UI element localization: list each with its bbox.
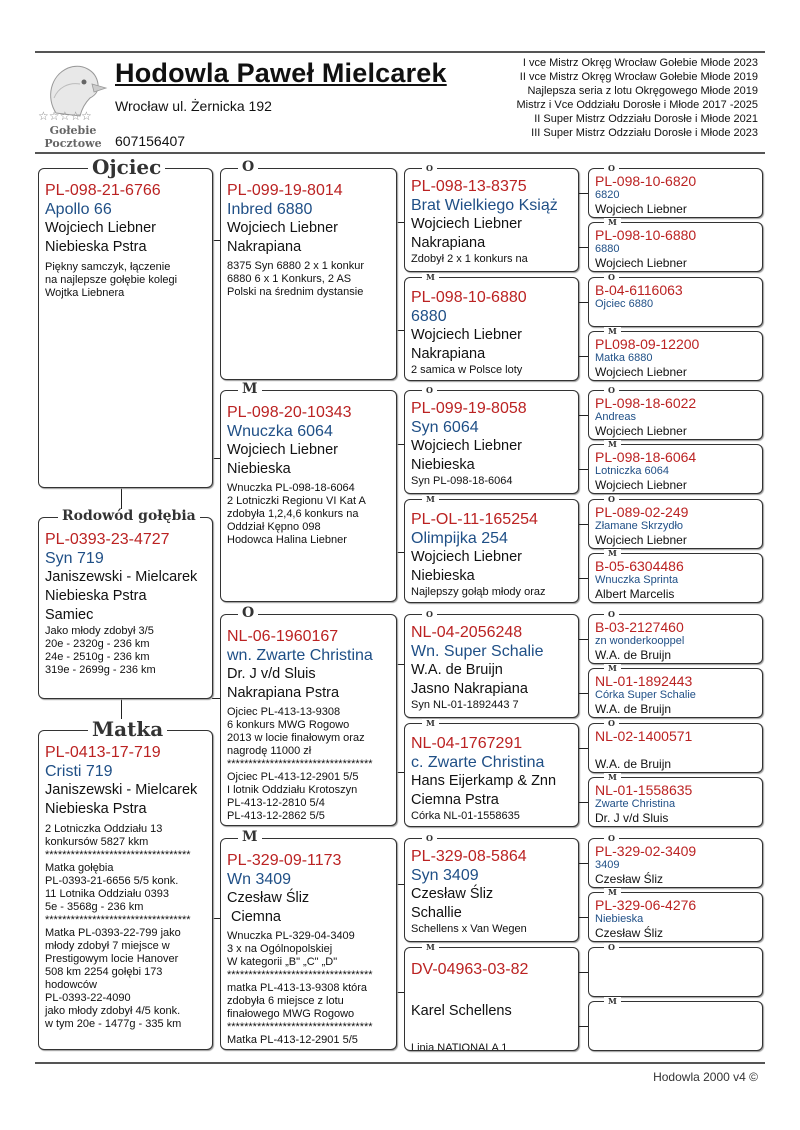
ring-number: PL-098-13-8375 <box>411 178 527 195</box>
sex-label: M <box>422 495 439 503</box>
pigeon-name: Córka Super Schalie <box>595 689 696 701</box>
breeder-name: W.A. de Bruijn <box>595 702 672 716</box>
pigeon-name: Syn 3409 <box>411 867 479 884</box>
pigeon-name: Niebieska <box>595 913 644 925</box>
pigeon-name <box>595 1006 758 1019</box>
ancestor-card[interactable] <box>588 277 763 327</box>
great-grandparent-card[interactable] <box>404 390 579 494</box>
pigeon-color: Niebieska <box>227 461 291 477</box>
connector <box>396 884 404 885</box>
ring-number: PL-098-10-6880 <box>411 289 527 306</box>
breeder-name: Wojciech Liebner <box>595 256 687 270</box>
pigeon-notes: Wnuczka PL-098-18-6064 2 Lotniczki Regionu VI Kat A zdobyła 1,2,4,6 konkurs na Oddział Kępno 098 Hodowca Halina Liebner <box>227 482 366 546</box>
pigeon-name: Wnuczka 6064 <box>227 423 333 440</box>
pigeon-name: Wn 3409 <box>227 871 292 888</box>
pigeon-notes: Wnuczka PL-329-04-3409 3 x na Ogólnopolskiej W kategorii „B" „C" „D" ********************************** matka PL-413-13-9308 która zdobyła 6 miejsce z lotu finałowego MWG Rogowo ********************************** Matka PL-413-12-2901 5/5 <box>227 930 373 1046</box>
breeder-name: Wojciech Liebner <box>411 327 522 343</box>
connector <box>579 972 588 973</box>
connector <box>396 772 404 773</box>
pigeon-name: Wnuczka Sprinta <box>595 574 679 586</box>
sex-label: O <box>604 495 619 503</box>
phone: 607156407 <box>115 133 186 149</box>
grandparent-card[interactable] <box>220 838 397 1050</box>
ring-number: PL-099-19-8058 <box>411 400 527 417</box>
connector <box>396 552 404 553</box>
breeder-name: Janiszewski - Mielcarek <box>45 782 198 798</box>
sex-label: O <box>422 834 437 842</box>
ancestor-card[interactable] <box>588 553 763 603</box>
pigeon-notes: 2 Lotniczka Oddziału 13 konkursów 5827 kkm ********************************** Matka gołębia PL-0393-21-6656 5/5 konk. 11 Lotnika Oddziału 0393 5e - 3568g - 236 km ********************************** Matka PL-0393-22-799 jako młody zdobył 7 miejsce w Prestigowym locie Hanover 508 km 2254 gołębi 173 hodowców PL-0393-22-4090 jako młody zdobył 4/5 konk. w tym 20e - 1477g - 335 km <box>45 823 191 1030</box>
sex-label: O <box>238 160 258 174</box>
ring-number: PL-098-21-6766 <box>45 182 161 199</box>
pigeon-name: Apollo 66 <box>45 201 112 218</box>
breeder-title: Hodowla Paweł Mielcarek <box>115 58 447 88</box>
breeder-name: Wojciech Liebner <box>595 533 687 547</box>
breeder-name: Dr. J v/d Sluis <box>595 811 669 825</box>
breeder-name: Wojciech Liebner <box>411 549 522 565</box>
breeder-name: Karel Schellens <box>411 1003 512 1019</box>
subject-label: Rodowód gołębia <box>58 509 200 523</box>
breeder-name: Albert Marcelis <box>595 587 675 601</box>
ancestor-card[interactable] <box>588 168 763 218</box>
pigeon-color: Nakrapiana Pstra <box>227 685 340 701</box>
pigeon-color: Niebieska Pstra <box>45 588 147 604</box>
svg-text:Pocztowe: Pocztowe <box>44 137 102 150</box>
logo <box>36 58 110 150</box>
pigeon-notes: Linia NATIONALA 1 <box>411 1042 508 1051</box>
pigeon-notes: Najlepszy gołąb młody oraz <box>411 586 546 598</box>
breeder-name: Wojciech Liebner <box>595 202 687 216</box>
pigeon-name: Syn 719 <box>45 550 104 567</box>
ancestor-card[interactable] <box>588 1001 763 1051</box>
breeder-name: Czesław Śliz <box>227 890 310 906</box>
sex-label: O <box>604 719 619 727</box>
pigeon-name <box>595 744 758 757</box>
great-grandparent-card[interactable] <box>404 614 579 718</box>
achievements-list <box>516 56 758 140</box>
grandparent-card[interactable] <box>220 614 397 826</box>
pigeon-notes: Schellens x Van Wegen <box>411 923 527 935</box>
sex-label: M <box>604 327 621 335</box>
pigeon-notes: 2 samica w Polsce loty <box>411 364 523 376</box>
sex-label: M <box>604 549 621 557</box>
ancestor-card[interactable] <box>588 838 763 888</box>
connector <box>579 524 588 525</box>
connector <box>579 748 588 749</box>
address: Wrocław ul. Żernicka 192 <box>115 98 272 114</box>
breeder-name: Dr. J v/d Sluis <box>227 666 316 682</box>
pigeon-color: Nakrapiana <box>411 346 486 362</box>
pigeon-color: Nakrapiana <box>227 239 302 255</box>
sex-label: M <box>422 943 439 951</box>
ancestor-card[interactable] <box>588 892 763 942</box>
footer-credit: Hodowla 2000 v4 © <box>653 1070 758 1084</box>
achievement: Mistrz i Vce Oddziału Dorosłe i Młode 2017 -2025 <box>516 99 758 111</box>
great-grandparent-card[interactable] <box>404 168 579 272</box>
ring-number: DV-04963-03-82 <box>411 961 529 978</box>
ancestor-card[interactable] <box>588 777 763 827</box>
father-label: Ojciec <box>88 157 165 177</box>
connector <box>396 222 404 223</box>
great-grandparent-card[interactable] <box>404 838 579 942</box>
breeder-name: Wojciech Liebner <box>411 216 522 232</box>
sex-label: O <box>604 386 619 394</box>
pigeon-sex: Samiec <box>45 607 94 623</box>
ring-number: NL-01-1558635 <box>595 782 693 798</box>
sex-label: O <box>422 386 437 394</box>
connector <box>396 330 404 331</box>
connector <box>579 639 588 640</box>
sex-label: M <box>604 997 621 1005</box>
pigeon-name <box>595 952 758 965</box>
ring-number: PL-098-20-10343 <box>227 404 352 421</box>
ring-number: PL-089-02-249 <box>595 504 689 520</box>
connector <box>579 693 588 694</box>
connector <box>579 247 588 248</box>
grandparent-card[interactable] <box>220 168 397 380</box>
pigeon-color: Niebieska <box>411 568 475 584</box>
ring-number: PL-098-18-6064 <box>595 449 697 465</box>
father-card[interactable] <box>38 168 213 488</box>
pigeon-notes: Syn NL-01-1892443 7 <box>411 699 519 711</box>
ancestor-card[interactable] <box>588 668 763 718</box>
pigeon-name <box>411 980 574 998</box>
ring-number: B-05-6304486 <box>595 558 684 574</box>
great-grandparent-card[interactable] <box>404 277 579 381</box>
ring-number: PL-098-18-6022 <box>595 395 697 411</box>
pigeon-notes: Córka NL-01-1558635 <box>411 810 520 822</box>
breeder-name: Wojciech Liebner <box>227 220 338 236</box>
pigeon-color: Schallie <box>411 905 462 921</box>
breeder-name: Wojciech Liebner <box>45 220 156 236</box>
ring-number: PL098-09-12200 <box>595 336 700 352</box>
sex-label: O <box>604 943 619 951</box>
breeder-name: Janiszewski - Mielcarek <box>45 569 198 585</box>
pigeon-name: Wn. Super Schalie <box>411 643 544 660</box>
great-grandparent-card[interactable] <box>404 947 579 1051</box>
pigeon-name: Cristi 719 <box>45 763 113 780</box>
connector <box>579 356 588 357</box>
connector <box>579 469 588 470</box>
pigeon-name: Ojciec 6880 <box>595 298 654 310</box>
ring-number: B-04-6116063 <box>595 282 683 298</box>
pigeon-name: Złamane Skrzydło <box>595 520 684 532</box>
ring-number: PL-098-10-6880 <box>595 227 697 243</box>
pigeon-head-icon <box>36 58 110 150</box>
pigeon-color: Niebieska Pstra <box>45 239 147 255</box>
pigeon-name: Brat Wielkiego Książ <box>411 197 558 214</box>
sex-label: M <box>604 218 621 226</box>
connector <box>579 415 588 416</box>
ring-number: NL-01-1892443 <box>595 673 693 689</box>
sex-label: O <box>604 834 619 842</box>
pigeon-name: 3409 <box>595 859 620 871</box>
breeder-name: W.A. de Bruijn <box>595 648 672 662</box>
ancestor-card[interactable] <box>588 614 763 664</box>
ring-number: NL-02-1400571 <box>595 728 693 744</box>
pigeon-notes: 8375 Syn 6880 2 x 1 konkur 6880 6 x 1 Konkurs, 2 AS Polski na średnim dystansie <box>227 260 364 298</box>
ancestor-card[interactable] <box>588 444 763 494</box>
sex-label: M <box>422 719 439 727</box>
pigeon-notes: Jako młody zdobył 3/5 20e - 2320g - 236 km 24e - 2510g - 236 km 319e - 2699g - 236 km <box>45 625 156 676</box>
ring-number: PL-0393-23-4727 <box>45 531 170 548</box>
achievement: II vce Mistrz Okręg Wrocław Gołebie Młode 2019 <box>519 71 758 83</box>
subject-card[interactable] <box>38 517 213 699</box>
sex-label: O <box>604 164 619 172</box>
breeder-name: Wojciech Liebner <box>595 365 687 379</box>
breeder-name: Wojciech Liebner <box>595 478 687 492</box>
breeder-name: Wojciech Liebner <box>227 442 338 458</box>
pigeon-name: Olimpijka 254 <box>411 530 508 547</box>
sex-label: M <box>238 382 262 396</box>
ring-number: NL-06-1960167 <box>227 628 339 645</box>
achievement: III Super Mistrz Odzziału Dorosłe i Młode 2023 <box>531 127 758 139</box>
ring-number: PL-099-19-8014 <box>227 182 343 199</box>
pigeon-color: Niebieska Pstra <box>45 801 147 817</box>
pigeon-notes: Syn PL-098-18-6064 <box>411 475 513 487</box>
breeder-name: Czesław Śliz <box>595 872 664 886</box>
ring-number: PL-098-10-6820 <box>595 173 697 189</box>
ring-number: PL-329-02-3409 <box>595 843 697 859</box>
breeder-name: Czesław Śliz <box>411 886 494 902</box>
breeder-name: Wojciech Liebner <box>411 438 522 454</box>
pigeon-notes: Zdobył 2 x 1 konkurs na <box>411 253 528 265</box>
breeder-name: Hans Eijerkamp & Znn <box>411 773 557 789</box>
pigeon-notes: Piękny samczyk, łączenie na najlepsze gołębie kolegi Wojtka Liebnera <box>45 261 178 299</box>
connector <box>396 664 404 665</box>
ancestor-card[interactable] <box>588 331 763 381</box>
pigeon-name: Inbred 6880 <box>227 201 313 218</box>
svg-text:Gołebie: Gołebie <box>49 124 97 137</box>
great-grandparent-card[interactable] <box>404 499 579 603</box>
ring-number: NL-04-2056248 <box>411 624 523 641</box>
sex-label: O <box>422 610 437 618</box>
pigeon-name: 6880 <box>411 308 447 325</box>
pigeon-color: Jasno Nakrapiana <box>411 681 528 697</box>
header-bottom-rule <box>35 152 765 154</box>
pigeon-notes: Ojciec PL-413-13-9308 6 konkurs MWG Rogowo 2013 w locie finałowym oraz nagrodę 11000 zł ********************************** Ojciec PL-413-12-2901 5/5 I lotnik Oddziału Krotoszyn PL-413-12-2810 5/4 PL-413-12-2862 5/5 <box>227 706 373 822</box>
connector <box>212 698 220 699</box>
connector <box>579 802 588 803</box>
pigeon-name: Lotniczka 6064 <box>595 465 669 477</box>
ring-number: NL-04-1767291 <box>411 735 523 752</box>
connector <box>396 992 404 993</box>
pigeon-name: c. Zwarte Christina <box>411 754 545 771</box>
pigeon-name: 6880 <box>595 243 620 255</box>
breeder-name: Czesław Śliz <box>595 926 664 940</box>
ring-number: B-03-2127460 <box>595 619 684 635</box>
sex-label: M <box>604 773 621 781</box>
great-grandparent-card[interactable] <box>404 723 579 827</box>
connector <box>579 863 588 864</box>
grandparent-card[interactable] <box>220 390 397 602</box>
pigeon-name: Andreas <box>595 411 636 423</box>
ring-number: PL-329-09-1173 <box>227 852 342 869</box>
ancestor-card[interactable] <box>588 390 763 440</box>
connector <box>579 1026 588 1027</box>
ancestor-card[interactable] <box>588 723 763 773</box>
sex-label: O <box>604 610 619 618</box>
pigeon-name: zn wonderkooppel <box>595 635 685 647</box>
sex-label: M <box>422 273 439 281</box>
ancestor-card[interactable] <box>588 499 763 549</box>
pigeon-color <box>411 1021 574 1040</box>
pigeon-color: Ciemna Pstra <box>411 792 499 808</box>
connector <box>212 458 220 459</box>
connector <box>396 444 404 445</box>
sex-label: O <box>238 606 258 620</box>
achievement: I vce Mistrz Okręg Wrocław Gołebie Młode 2023 <box>522 57 758 69</box>
pigeon-name: Matka 6880 <box>595 352 653 364</box>
sex-label: M <box>604 440 621 448</box>
pigeon-name: wn. Zwarte Christina <box>227 647 373 664</box>
mother-card[interactable] <box>38 730 213 1050</box>
mother-label: Matka <box>88 719 167 739</box>
connector <box>579 578 588 579</box>
breeder-name: Wojciech Liebner <box>595 424 687 438</box>
sex-label: M <box>604 888 621 896</box>
ring-number: PL-329-08-5864 <box>411 848 527 865</box>
breeder-name: W.A. de Bruijn <box>411 662 503 678</box>
sex-label: M <box>238 830 262 844</box>
pigeon-name: 6820 <box>595 189 620 201</box>
top-rule <box>35 51 765 53</box>
pigeon-name: Zwarte Christina <box>595 798 676 810</box>
breeder-name: W.A. de Bruijn <box>595 757 672 771</box>
stars-icon: ☆☆☆☆☆ <box>38 109 92 123</box>
ring-number: PL-329-06-4276 <box>595 897 697 913</box>
ring-number: PL-0413-17-719 <box>45 744 161 761</box>
connector <box>579 302 588 303</box>
achievement: Najlepsza seria z lotu Okręgowego Młode 2019 <box>527 85 758 97</box>
ancestor-card[interactable] <box>588 947 763 997</box>
ancestor-card[interactable] <box>588 222 763 272</box>
pigeon-color: Nakrapiana <box>411 235 486 251</box>
ring-number: PL-OL-11-165254 <box>411 511 538 528</box>
sex-label: O <box>422 164 437 172</box>
connector <box>579 917 588 918</box>
connector <box>579 193 588 194</box>
pigeon-color: Ciemna <box>227 909 281 925</box>
connector <box>212 240 220 241</box>
sex-label: M <box>604 664 621 672</box>
connector <box>212 918 220 919</box>
footer-rule <box>35 1062 765 1064</box>
pigeon-color: Niebieska <box>411 457 475 473</box>
achievement: II Super Mistrz Odzziału Dorosłe i Młode 2021 <box>534 113 758 125</box>
sex-label: O <box>604 273 619 281</box>
pigeon-name: Syn 6064 <box>411 419 479 436</box>
